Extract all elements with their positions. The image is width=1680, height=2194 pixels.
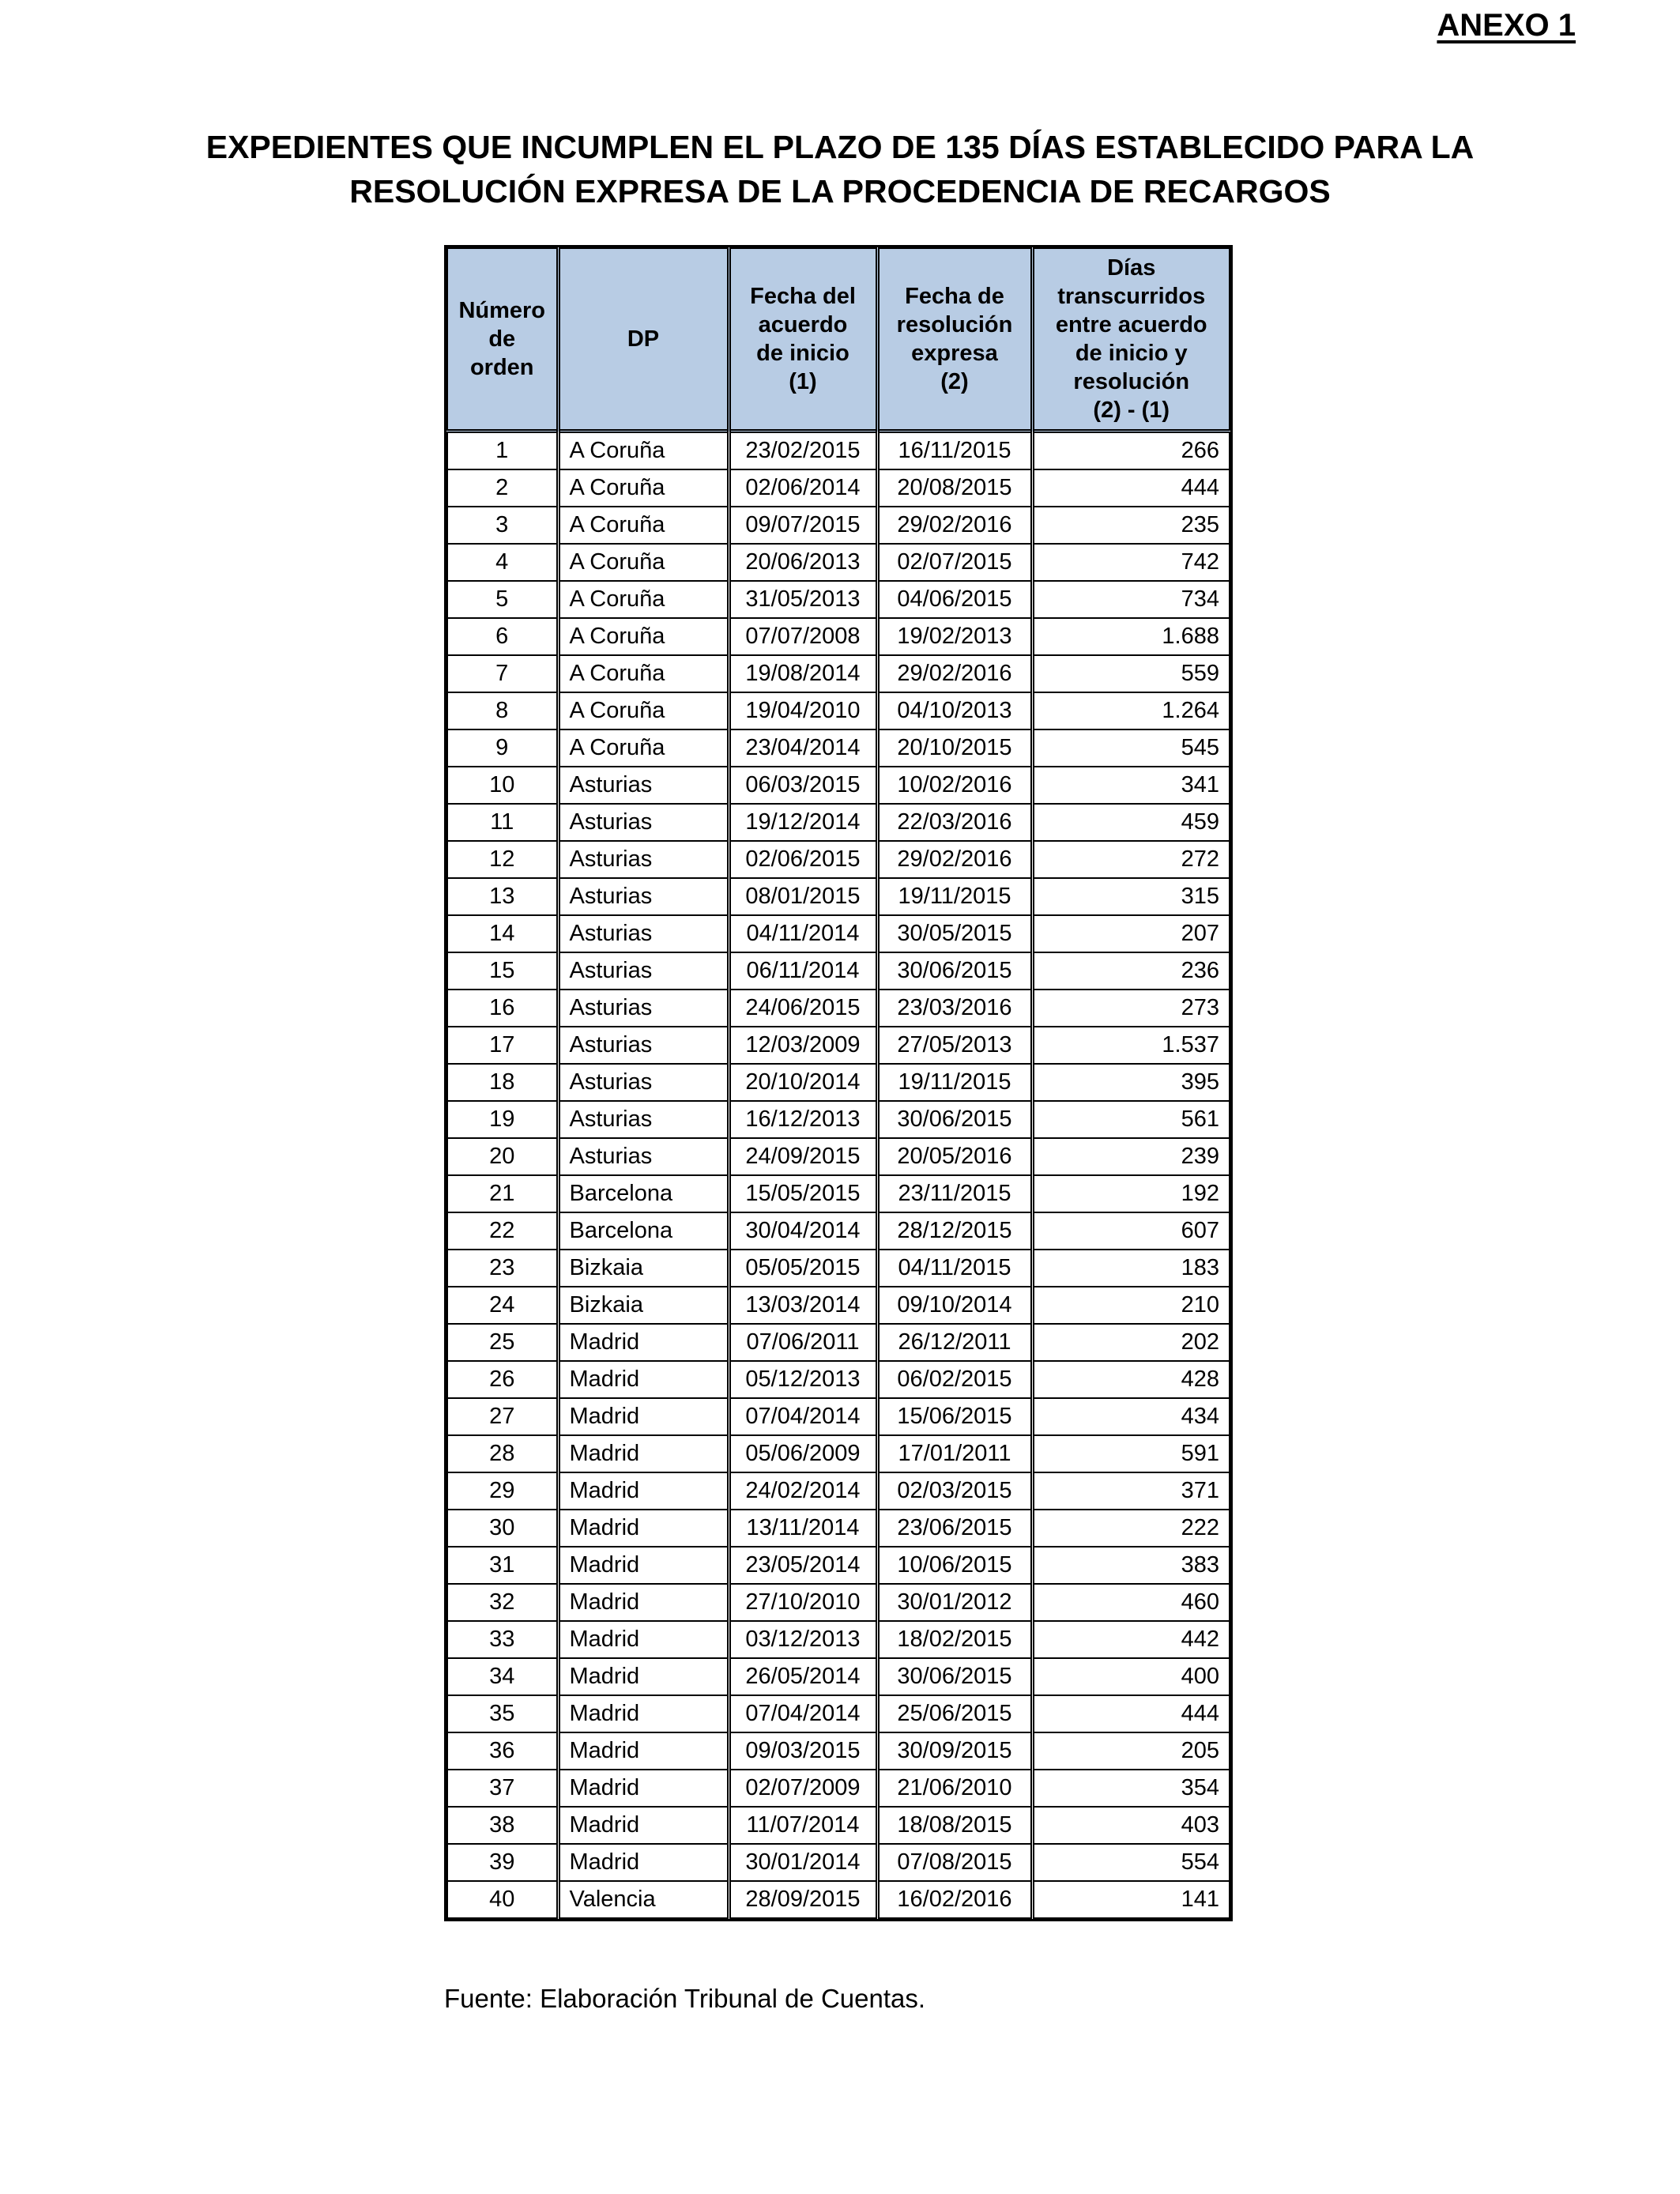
header-line: de (488, 326, 516, 352)
cell-fecha-resolucion: 02/07/2015 (877, 544, 1032, 581)
cell-numero: 10 (447, 767, 558, 804)
table-row (447, 729, 1230, 767)
cell-dp: Barcelona (558, 1175, 729, 1212)
cell-fecha-resolucion: 18/08/2015 (877, 1807, 1032, 1844)
cell-dp: Bizkaia (558, 1287, 729, 1324)
cell-numero: 14 (447, 915, 558, 952)
cell-fecha-resolucion: 19/02/2013 (877, 618, 1032, 655)
expedientes-table-frame (444, 245, 1233, 1921)
source-note: Fuente: Elaboración Tribunal de Cuentas. (444, 1984, 926, 2013)
cell-dp: Madrid (558, 1621, 729, 1658)
cell-dias: 1.264 (1032, 692, 1230, 729)
table-row (447, 692, 1230, 729)
cell-fecha-resolucion: 10/06/2015 (877, 1547, 1032, 1584)
table-row (447, 432, 1230, 470)
table-row (447, 1770, 1230, 1807)
cell-dp: Asturias (558, 1138, 729, 1175)
page-title (0, 125, 1680, 213)
cell-dias: 444 (1032, 1695, 1230, 1732)
table-row (447, 878, 1230, 915)
cell-dp: Madrid (558, 1695, 729, 1732)
cell-dias: 341 (1032, 767, 1230, 804)
table-row (447, 1212, 1230, 1250)
cell-dias: 239 (1032, 1138, 1230, 1175)
cell-fecha-inicio: 04/11/2014 (729, 915, 877, 952)
table-row (447, 1435, 1230, 1472)
cell-numero: 35 (447, 1695, 558, 1732)
header-line: DP (627, 326, 660, 352)
cell-dp: Madrid (558, 1807, 729, 1844)
cell-numero: 20 (447, 1138, 558, 1175)
cell-dias: 235 (1032, 507, 1230, 544)
cell-dias: 210 (1032, 1287, 1230, 1324)
cell-fecha-inicio: 13/11/2014 (729, 1510, 877, 1547)
cell-fecha-inicio: 03/12/2013 (729, 1621, 877, 1658)
header-line: Días (1107, 255, 1156, 281)
cell-fecha-inicio: 19/12/2014 (729, 804, 877, 841)
table-row (447, 1732, 1230, 1770)
cell-dp: Barcelona (558, 1212, 729, 1250)
cell-fecha-resolucion: 29/02/2016 (877, 841, 1032, 878)
header-row (447, 248, 1230, 432)
cell-numero: 11 (447, 804, 558, 841)
header-dp (558, 248, 729, 432)
cell-dp: A Coruña (558, 729, 729, 767)
cell-numero: 40 (447, 1881, 558, 1918)
cell-fecha-resolucion: 30/06/2015 (877, 1658, 1032, 1695)
cell-dp: Asturias (558, 1027, 729, 1064)
header-line: (2) (940, 369, 969, 394)
cell-numero: 7 (447, 655, 558, 692)
table-row (447, 1844, 1230, 1881)
cell-dias: 559 (1032, 655, 1230, 692)
cell-numero: 8 (447, 692, 558, 729)
cell-dp: A Coruña (558, 581, 729, 618)
cell-dias: 315 (1032, 878, 1230, 915)
cell-numero: 28 (447, 1435, 558, 1472)
cell-numero: 31 (447, 1547, 558, 1584)
cell-fecha-resolucion: 22/03/2016 (877, 804, 1032, 841)
cell-fecha-resolucion: 07/08/2015 (877, 1844, 1032, 1881)
cell-dp: Asturias (558, 915, 729, 952)
table-row (447, 804, 1230, 841)
cell-numero: 16 (447, 990, 558, 1027)
cell-fecha-inicio: 20/10/2014 (729, 1064, 877, 1101)
cell-numero: 27 (447, 1398, 558, 1435)
cell-dp: Madrid (558, 1435, 729, 1472)
cell-dias: 371 (1032, 1472, 1230, 1510)
table-row (447, 1398, 1230, 1435)
annex-label: ANEXO 1 (1437, 8, 1576, 43)
cell-fecha-resolucion: 04/11/2015 (877, 1250, 1032, 1287)
cell-fecha-resolucion: 30/05/2015 (877, 915, 1032, 952)
table-row (447, 1547, 1230, 1584)
table-row (447, 1881, 1230, 1918)
header-fecha-acuerdo (729, 248, 877, 432)
cell-dias: 236 (1032, 952, 1230, 990)
cell-fecha-inicio: 23/05/2014 (729, 1547, 877, 1584)
cell-fecha-inicio: 31/05/2013 (729, 581, 877, 618)
cell-fecha-resolucion: 04/10/2013 (877, 692, 1032, 729)
table-row (447, 990, 1230, 1027)
cell-numero: 2 (447, 469, 558, 507)
cell-fecha-inicio: 26/05/2014 (729, 1658, 877, 1695)
header-line: transcurridos (1057, 284, 1206, 309)
cell-numero: 9 (447, 729, 558, 767)
cell-dias: 183 (1032, 1250, 1230, 1287)
cell-fecha-resolucion: 20/08/2015 (877, 469, 1032, 507)
cell-dias: 742 (1032, 544, 1230, 581)
cell-dp: A Coruña (558, 692, 729, 729)
table-row (447, 1175, 1230, 1212)
cell-numero: 29 (447, 1472, 558, 1510)
cell-fecha-resolucion: 17/01/2011 (877, 1435, 1032, 1472)
cell-fecha-inicio: 20/06/2013 (729, 544, 877, 581)
cell-dias: 434 (1032, 1398, 1230, 1435)
table-row (447, 841, 1230, 878)
header-line: resolución (1073, 369, 1190, 394)
cell-numero: 25 (447, 1324, 558, 1361)
cell-fecha-inicio: 28/09/2015 (729, 1881, 877, 1918)
table-row (447, 952, 1230, 990)
cell-fecha-resolucion: 21/06/2010 (877, 1770, 1032, 1807)
header-line: resolución (896, 312, 1013, 337)
cell-numero: 26 (447, 1361, 558, 1398)
cell-dias: 205 (1032, 1732, 1230, 1770)
header-fecha-resolucion (877, 248, 1032, 432)
cell-dias: 459 (1032, 804, 1230, 841)
header-line: Número (458, 298, 546, 323)
cell-fecha-resolucion: 23/11/2015 (877, 1175, 1032, 1212)
header-line: (1) (789, 369, 817, 394)
cell-dp: Bizkaia (558, 1250, 729, 1287)
cell-dias: 202 (1032, 1324, 1230, 1361)
cell-dp: Asturias (558, 1101, 729, 1138)
header-line: orden (469, 355, 534, 380)
header-line: de inicio y (1075, 341, 1188, 366)
cell-fecha-resolucion: 28/12/2015 (877, 1212, 1032, 1250)
cell-dp: Madrid (558, 1361, 729, 1398)
table-row (447, 581, 1230, 618)
cell-dias: 141 (1032, 1881, 1230, 1918)
cell-fecha-inicio: 02/06/2014 (729, 469, 877, 507)
table-row (447, 1101, 1230, 1138)
cell-dias: 207 (1032, 915, 1230, 952)
cell-fecha-resolucion: 15/06/2015 (877, 1398, 1032, 1435)
cell-dias: 222 (1032, 1510, 1230, 1547)
cell-fecha-resolucion: 09/10/2014 (877, 1287, 1032, 1324)
header-line: expresa (911, 341, 998, 366)
cell-fecha-inicio: 07/04/2014 (729, 1695, 877, 1732)
cell-fecha-resolucion: 10/02/2016 (877, 767, 1032, 804)
header-line: acuerdo (758, 312, 848, 337)
cell-fecha-resolucion: 25/06/2015 (877, 1695, 1032, 1732)
cell-fecha-inicio: 09/07/2015 (729, 507, 877, 544)
cell-fecha-inicio: 30/01/2014 (729, 1844, 877, 1881)
cell-fecha-inicio: 07/07/2008 (729, 618, 877, 655)
header-numero-orden (447, 248, 558, 432)
cell-dias: 395 (1032, 1064, 1230, 1101)
cell-fecha-inicio: 16/12/2013 (729, 1101, 877, 1138)
table-row (447, 1250, 1230, 1287)
cell-fecha-inicio: 05/06/2009 (729, 1435, 877, 1472)
cell-numero: 36 (447, 1732, 558, 1770)
cell-fecha-resolucion: 26/12/2011 (877, 1324, 1032, 1361)
cell-dias: 734 (1032, 581, 1230, 618)
cell-dp: A Coruña (558, 618, 729, 655)
table-row (447, 544, 1230, 581)
table-body (447, 432, 1230, 1919)
cell-dias: 403 (1032, 1807, 1230, 1844)
table-row (447, 1472, 1230, 1510)
cell-fecha-inicio: 23/04/2014 (729, 729, 877, 767)
cell-dias: 273 (1032, 990, 1230, 1027)
cell-dias: 354 (1032, 1770, 1230, 1807)
cell-fecha-inicio: 13/03/2014 (729, 1287, 877, 1324)
header-line: (2) - (1) (1093, 398, 1170, 423)
cell-numero: 39 (447, 1844, 558, 1881)
table-row (447, 1621, 1230, 1658)
cell-numero: 5 (447, 581, 558, 618)
cell-dp: Asturias (558, 990, 729, 1027)
cell-numero: 19 (447, 1101, 558, 1138)
table-row (447, 618, 1230, 655)
cell-dp: Madrid (558, 1547, 729, 1584)
header-line: Fecha de (905, 284, 1004, 309)
table-row (447, 1064, 1230, 1101)
cell-dias: 1.688 (1032, 618, 1230, 655)
table-row (447, 1027, 1230, 1064)
cell-fecha-inicio: 02/06/2015 (729, 841, 877, 878)
cell-numero: 18 (447, 1064, 558, 1101)
cell-dias: 400 (1032, 1658, 1230, 1695)
cell-dias: 545 (1032, 729, 1230, 767)
table-row (447, 915, 1230, 952)
cell-dp: A Coruña (558, 544, 729, 581)
cell-fecha-resolucion: 30/06/2015 (877, 1101, 1032, 1138)
cell-fecha-resolucion: 29/02/2016 (877, 507, 1032, 544)
cell-fecha-resolucion: 20/10/2015 (877, 729, 1032, 767)
cell-fecha-inicio: 07/04/2014 (729, 1398, 877, 1435)
cell-dp: Madrid (558, 1510, 729, 1547)
cell-fecha-inicio: 19/04/2010 (729, 692, 877, 729)
table-row (447, 1361, 1230, 1398)
cell-dp: Asturias (558, 952, 729, 990)
cell-numero: 15 (447, 952, 558, 990)
cell-dp: A Coruña (558, 469, 729, 507)
cell-dias: 1.537 (1032, 1027, 1230, 1064)
cell-numero: 30 (447, 1510, 558, 1547)
cell-fecha-resolucion: 23/03/2016 (877, 990, 1032, 1027)
cell-dp: Madrid (558, 1324, 729, 1361)
cell-fecha-inicio: 24/09/2015 (729, 1138, 877, 1175)
header-line: de inicio (756, 341, 849, 366)
cell-dp: Madrid (558, 1844, 729, 1881)
table-row (447, 767, 1230, 804)
header-line: Fecha del (750, 284, 856, 309)
cell-numero: 37 (447, 1770, 558, 1807)
table-row (447, 507, 1230, 544)
cell-dp: Madrid (558, 1584, 729, 1621)
cell-fecha-resolucion: 02/03/2015 (877, 1472, 1032, 1510)
cell-fecha-inicio: 24/02/2014 (729, 1472, 877, 1510)
table-row (447, 1324, 1230, 1361)
cell-dp: Madrid (558, 1398, 729, 1435)
cell-dp: Asturias (558, 841, 729, 878)
cell-fecha-inicio: 11/07/2014 (729, 1807, 877, 1844)
cell-fecha-inicio: 05/05/2015 (729, 1250, 877, 1287)
cell-dias: 428 (1032, 1361, 1230, 1398)
cell-fecha-resolucion: 04/06/2015 (877, 581, 1032, 618)
cell-fecha-inicio: 12/03/2009 (729, 1027, 877, 1064)
cell-fecha-resolucion: 29/02/2016 (877, 655, 1032, 692)
cell-fecha-resolucion: 30/09/2015 (877, 1732, 1032, 1770)
cell-numero: 6 (447, 618, 558, 655)
cell-dp: Madrid (558, 1732, 729, 1770)
cell-fecha-inicio: 02/07/2009 (729, 1770, 877, 1807)
cell-fecha-inicio: 15/05/2015 (729, 1175, 877, 1212)
table-row (447, 1807, 1230, 1844)
cell-dp: Madrid (558, 1472, 729, 1510)
cell-numero: 21 (447, 1175, 558, 1212)
cell-dp: Asturias (558, 767, 729, 804)
cell-fecha-resolucion: 30/06/2015 (877, 952, 1032, 990)
cell-fecha-inicio: 07/06/2011 (729, 1324, 877, 1361)
cell-dp: Asturias (558, 1064, 729, 1101)
cell-numero: 12 (447, 841, 558, 878)
cell-numero: 3 (447, 507, 558, 544)
cell-dp: Asturias (558, 804, 729, 841)
cell-numero: 34 (447, 1658, 558, 1695)
cell-dp: Valencia (558, 1881, 729, 1918)
cell-dp: Madrid (558, 1658, 729, 1695)
cell-fecha-resolucion: 16/02/2016 (877, 1881, 1032, 1918)
table-row (447, 1658, 1230, 1695)
cell-dias: 272 (1032, 841, 1230, 878)
cell-dias: 266 (1032, 432, 1230, 470)
header-line: entre acuerdo (1055, 312, 1207, 337)
cell-dias: 607 (1032, 1212, 1230, 1250)
table-row (447, 1584, 1230, 1621)
cell-fecha-inicio: 09/03/2015 (729, 1732, 877, 1770)
cell-dias: 561 (1032, 1101, 1230, 1138)
cell-dias: 591 (1032, 1435, 1230, 1472)
cell-dias: 442 (1032, 1621, 1230, 1658)
cell-fecha-inicio: 30/04/2014 (729, 1212, 877, 1250)
cell-fecha-resolucion: 19/11/2015 (877, 878, 1032, 915)
cell-fecha-inicio: 06/03/2015 (729, 767, 877, 804)
cell-numero: 23 (447, 1250, 558, 1287)
table-row (447, 1510, 1230, 1547)
cell-dp: A Coruña (558, 507, 729, 544)
cell-dp: Asturias (558, 878, 729, 915)
cell-numero: 17 (447, 1027, 558, 1064)
cell-fecha-inicio: 08/01/2015 (729, 878, 877, 915)
cell-dp: A Coruña (558, 432, 729, 470)
table-row (447, 1138, 1230, 1175)
table-row (447, 469, 1230, 507)
cell-numero: 4 (447, 544, 558, 581)
table-row (447, 1695, 1230, 1732)
cell-dias: 383 (1032, 1547, 1230, 1584)
cell-numero: 22 (447, 1212, 558, 1250)
cell-numero: 24 (447, 1287, 558, 1324)
table-row (447, 655, 1230, 692)
cell-dp: Madrid (558, 1770, 729, 1807)
expedientes-table (446, 247, 1230, 1919)
cell-dias: 192 (1032, 1175, 1230, 1212)
cell-dp: A Coruña (558, 655, 729, 692)
cell-fecha-inicio: 24/06/2015 (729, 990, 877, 1027)
cell-fecha-resolucion: 18/02/2015 (877, 1621, 1032, 1658)
cell-dias: 444 (1032, 469, 1230, 507)
cell-fecha-resolucion: 30/01/2012 (877, 1584, 1032, 1621)
cell-fecha-resolucion: 16/11/2015 (877, 432, 1032, 470)
table-header (447, 248, 1230, 432)
cell-numero: 33 (447, 1621, 558, 1658)
cell-fecha-inicio: 05/12/2013 (729, 1361, 877, 1398)
page-title-line-1: EXPEDIENTES QUE INCUMPLEN EL PLAZO DE 135 DÍAS ESTABLECIDO PARA LA (205, 129, 1475, 165)
cell-fecha-resolucion: 27/05/2013 (877, 1027, 1032, 1064)
cell-numero: 38 (447, 1807, 558, 1844)
header-dias-transcurridos (1032, 248, 1230, 432)
cell-fecha-resolucion: 20/05/2016 (877, 1138, 1032, 1175)
cell-fecha-resolucion: 23/06/2015 (877, 1510, 1032, 1547)
cell-numero: 1 (447, 432, 558, 470)
cell-fecha-resolucion: 19/11/2015 (877, 1064, 1032, 1101)
page-title-line-2: RESOLUCIÓN EXPRESA DE LA PROCEDENCIA DE RECARGOS (349, 173, 1331, 209)
cell-dias: 460 (1032, 1584, 1230, 1621)
cell-fecha-resolucion: 06/02/2015 (877, 1361, 1032, 1398)
cell-fecha-inicio: 19/08/2014 (729, 655, 877, 692)
cell-numero: 32 (447, 1584, 558, 1621)
table-row (447, 1287, 1230, 1324)
cell-dias: 554 (1032, 1844, 1230, 1881)
cell-fecha-inicio: 27/10/2010 (729, 1584, 877, 1621)
cell-fecha-inicio: 06/11/2014 (729, 952, 877, 990)
cell-numero: 13 (447, 878, 558, 915)
cell-fecha-inicio: 23/02/2015 (729, 432, 877, 470)
